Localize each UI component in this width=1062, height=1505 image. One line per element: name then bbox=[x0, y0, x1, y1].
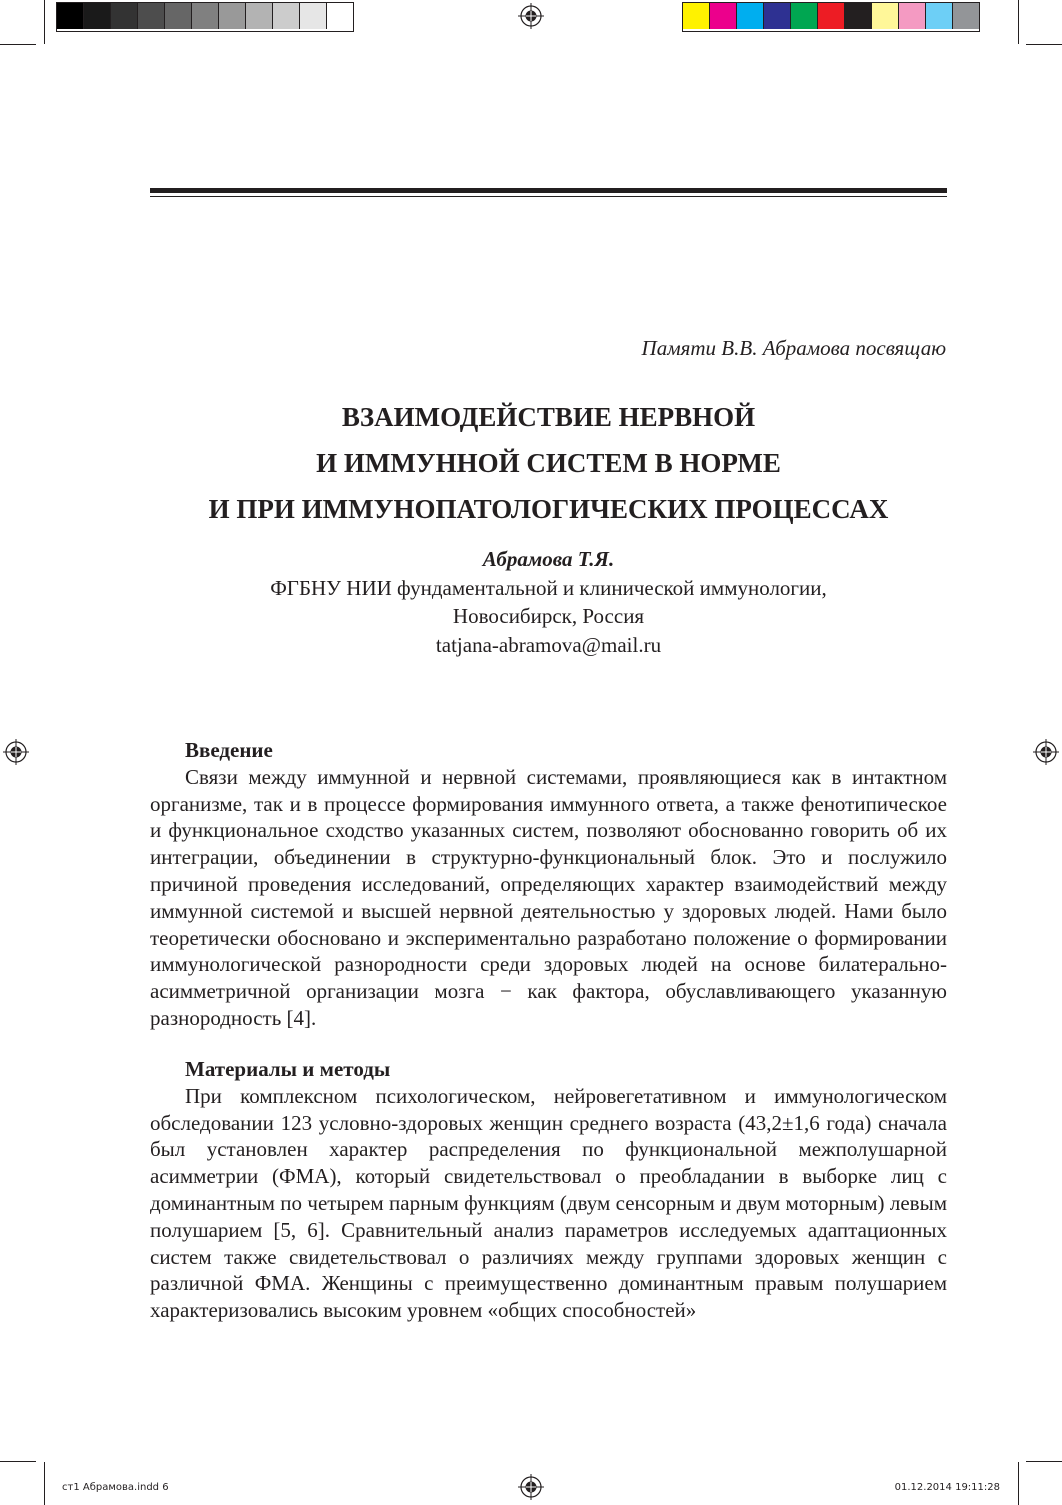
header-rule-thin bbox=[150, 196, 947, 197]
color-swatch bbox=[872, 3, 899, 29]
registration-mark-icon bbox=[518, 1474, 544, 1500]
author-affiliation: ФГБНУ НИИ фундаментальной и клинической иммунологии, bbox=[270, 575, 827, 600]
section-paragraph: Связи между иммунной и нервной системами, проявляющиеся как в интактном организме, так и в процессе формирования иммунного ответа, а также фенотипическое и функциональное сходство указанных систем, позволяют обоснованно говорить об их интеграции, объединении в структурно-функциональный блок. Это и послужило причиной проведения исследований, определяющих характер взаимодействий между иммунной системой и высшей нервной деятельностью у здоровых людей. Нами было теоретически обосновано и экспериментально разработано положение о формировании иммунологической разнородности среди здоровых людей на основе билатерально-асимметричной организации мозга − как фактора, обуславливающего указанную разнородность [4]. bbox=[150, 764, 947, 1030]
gray-swatch bbox=[111, 3, 138, 29]
color-swatch bbox=[737, 3, 764, 29]
gray-swatch bbox=[300, 3, 327, 29]
gray-swatch bbox=[192, 3, 219, 29]
gray-swatch bbox=[84, 3, 111, 29]
author-email: tatjana-abramova@mail.ru bbox=[435, 632, 662, 657]
title-line: И ИММУННОЙ СИСТЕМ В НОРМЕ bbox=[316, 448, 781, 478]
process-color-bar bbox=[682, 2, 980, 32]
author-block bbox=[150, 545, 947, 659]
section-introduction bbox=[150, 737, 947, 1032]
color-swatch bbox=[926, 3, 953, 29]
crop-mark bbox=[44, 1462, 45, 1505]
footer-filename: ст1 Абрамова.indd 6 bbox=[62, 1482, 169, 1493]
author-city: Новосибирск, Россия bbox=[452, 604, 645, 628]
gray-swatch bbox=[273, 3, 300, 29]
footer-timestamp: 01.12.2014 19:11:28 bbox=[894, 1482, 1000, 1493]
section-methods bbox=[150, 1056, 947, 1324]
color-swatch bbox=[764, 3, 791, 29]
title-line: И ПРИ ИММУНОПАТОЛОГИЧЕСКИХ ПРОЦЕССАХ bbox=[208, 494, 889, 524]
grayscale-color-bar bbox=[56, 2, 354, 32]
color-swatch bbox=[953, 3, 979, 29]
section-heading: Материалы и методы bbox=[185, 1057, 391, 1081]
title-line: ВЗАИМОДЕЙСТВИЕ НЕРВНОЙ bbox=[341, 402, 756, 432]
crop-mark bbox=[1026, 1461, 1062, 1462]
registration-mark-icon bbox=[1033, 739, 1059, 765]
crop-mark bbox=[1018, 1462, 1019, 1505]
author-name: Абрамова Т.Я. bbox=[482, 547, 615, 571]
registration-mark-icon bbox=[3, 739, 29, 765]
crop-mark bbox=[1026, 44, 1062, 45]
gray-swatch bbox=[246, 3, 273, 29]
crop-mark bbox=[0, 1461, 36, 1462]
crop-mark bbox=[1018, 0, 1019, 44]
color-swatch bbox=[791, 3, 818, 29]
gray-swatch bbox=[219, 3, 246, 29]
dedication: Памяти В.В. Абрамова посвящаю bbox=[641, 336, 946, 360]
crop-mark bbox=[0, 44, 36, 45]
gray-swatch bbox=[138, 3, 165, 29]
header-rule bbox=[150, 188, 947, 193]
color-swatch bbox=[818, 3, 845, 29]
section-paragraph: При комплексном психологическом, нейровегетативном и иммунологическом обследовании 123 условно-здоровых женщин среднего возраста (43,2±1,6 года) сначала был установлен характер распределения по функциональной межполушарной асимметрии (ФМА), который свидетельствовал о преобладании в выборке лиц с доминантным по четырем парным функциям (двум сенсорным и двум моторным) левым полушарием [5, 6]. Сравнительный анализ параметров исследуемых адаптационных систем также свидетельствовал о различиях между группами здоровых женщин с различной ФМА. Женщины с преимущественно доминантным правым полушарием характеризовались высоким уровнем «общих способностей» bbox=[150, 1083, 947, 1323]
color-swatch bbox=[845, 3, 872, 29]
registration-mark-icon bbox=[518, 3, 544, 29]
gray-swatch bbox=[57, 3, 84, 29]
color-swatch bbox=[899, 3, 926, 29]
article-title bbox=[150, 394, 947, 532]
gray-swatch bbox=[165, 3, 192, 29]
color-swatch bbox=[683, 3, 710, 29]
gray-swatch bbox=[327, 3, 353, 29]
section-heading: Введение bbox=[185, 738, 273, 762]
crop-mark bbox=[44, 0, 45, 44]
color-swatch bbox=[710, 3, 737, 29]
